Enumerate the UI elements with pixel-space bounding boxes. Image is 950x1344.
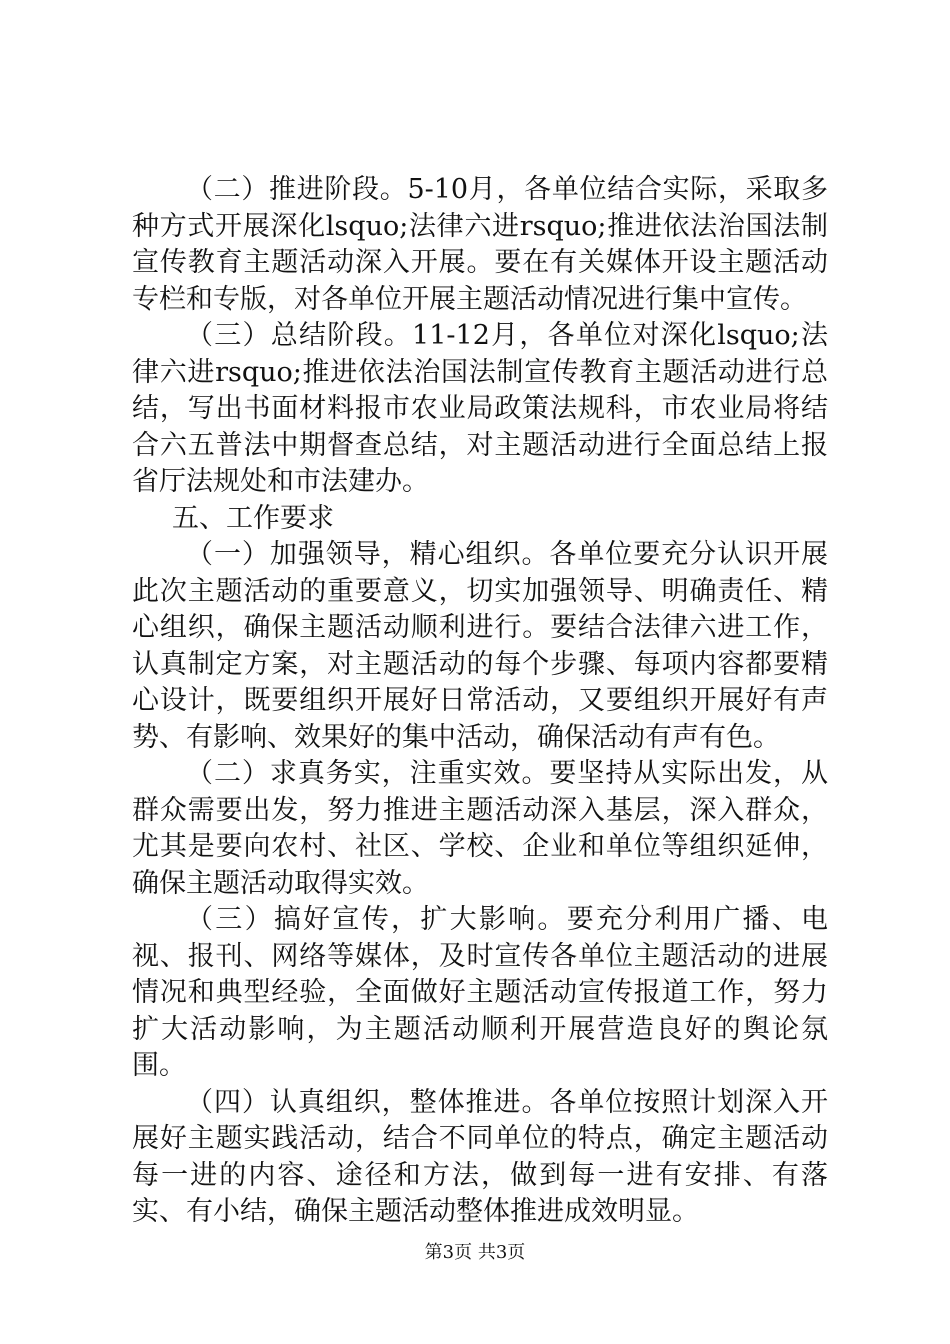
paragraph-publicity: （三）搞好宣传，扩大影响。要充分利用广播、电视、报刊、网络等媒体，及时宣传各单位主题活动的进展情况和典型经验，全面做好主题活动宣传报道工作，努力扩大活动影响，为主题活动顺利开展营造良好的舆论氛围。	[132, 904, 828, 1081]
paragraph-promotion-stage: （二）推进阶段。5-10月，各单位结合实际，采取多种方式开展深化lsquo;法律六进rsquo;推进依法治国法制宣传教育主题活动深入开展。要在有关媒体开设主题活动专栏和专版，对各单位开展主题活动情况进行集中宣传。	[132, 174, 828, 315]
paragraph-overall-promotion: （四）认真组织，整体推进。各单位按照计划深入开展好主题实践活动，结合不同单位的特点，确定主题活动每一进的内容、途径和方法，做到每一进有安排、有落实、有小结，确保主题活动整体推进成效明显。	[132, 1086, 828, 1227]
section-heading-work-requirements: 五、工作要求	[172, 502, 334, 534]
paragraph-summary-stage: （三）总结阶段。11-12月，各单位对深化lsquo;法律六进rsquo;推进依法治国法制宣传教育主题活动进行总结，写出书面材料报市农业局政策法规科，市农业局将结合六五普法中期督查总结，对主题活动进行全面总结上报省厅法规处和市法建办。	[132, 320, 828, 497]
document-body	[132, 172, 828, 1231]
page-number-footer: 第3页 共3页	[424, 1242, 526, 1263]
paragraph-strengthen-leadership: （一）加强领导，精心组织。各单位要充分认识开展此次主题活动的重要意义，切实加强领导、明确责任、精心组织，确保主题活动顺利进行。要结合法律六进工作，认真制定方案，对主题活动的每个步骤、每项内容都要精心设计，既要组织开展好日常活动，又要组织开展好有声势、有影响、效果好的集中活动，确保活动有声有色。	[132, 539, 828, 753]
paragraph-practical-results: （二）求真务实，注重实效。要坚持从实际出发，从群众需要出发，努力推进主题活动深入基层，深入群众，尤其是要向农村、社区、学校、企业和单位等组织延伸，确保主题活动取得实效。	[132, 758, 828, 899]
